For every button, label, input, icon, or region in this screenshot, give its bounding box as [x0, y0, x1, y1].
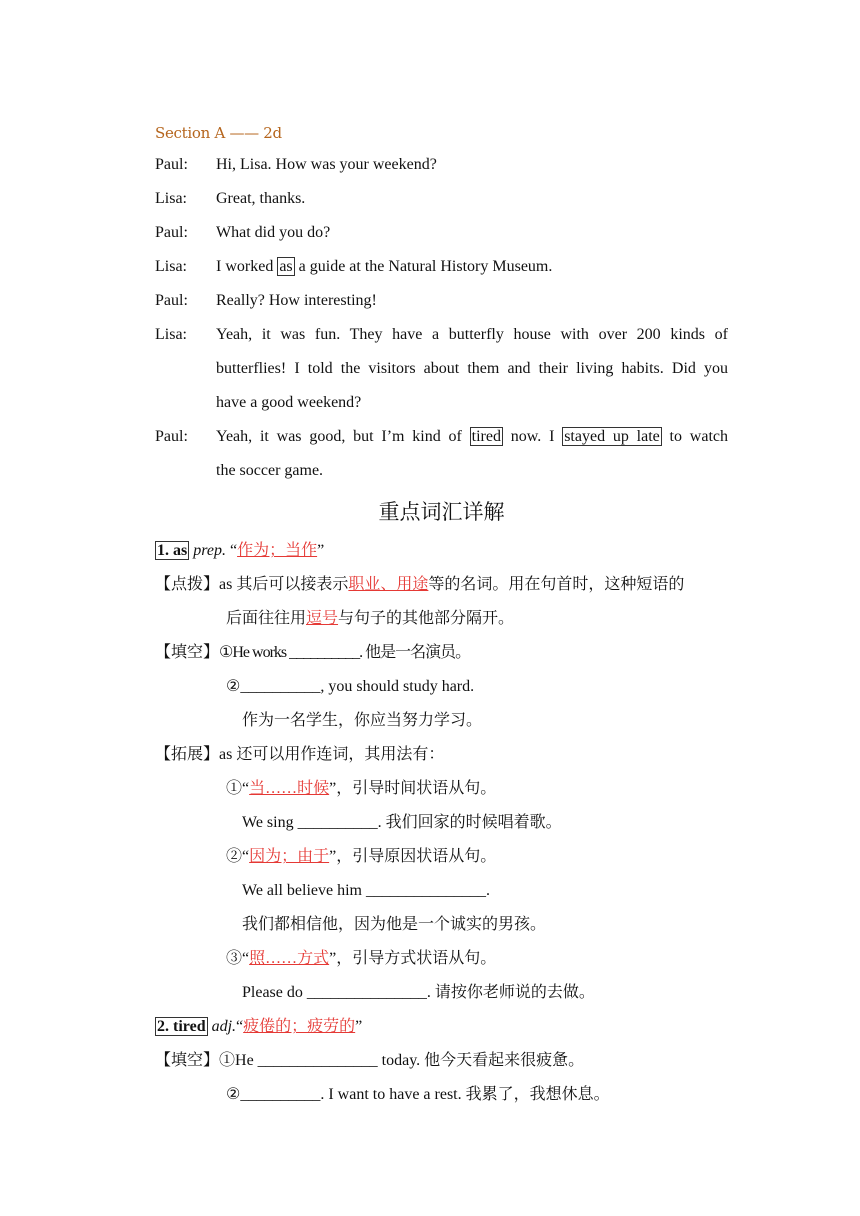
text-segment: I worked	[216, 258, 278, 275]
boxed-word-tired: tired	[471, 428, 501, 445]
tip-line	[155, 568, 728, 602]
text-segment: ”，引导方式状语从句。	[329, 950, 497, 967]
dialogue-text: Really? How interesting!	[216, 292, 377, 309]
boxed-word-as: as	[279, 258, 293, 275]
speaker: Lisa:	[155, 190, 187, 207]
quote-open: “	[229, 542, 238, 559]
fill-exercise-2: ②__________, you should study hard.	[226, 678, 475, 695]
fill-label: 【填空】	[155, 644, 220, 661]
highlight: 逗号	[306, 610, 339, 627]
tip-line-continued	[155, 602, 728, 636]
dialogue-line-5	[155, 284, 728, 318]
ext-intro: as 还可以用作连词，其用法有：	[219, 746, 445, 763]
speaker: Paul:	[155, 224, 188, 241]
text-segment: 后面往往用	[226, 610, 307, 627]
term-header-tired	[155, 1010, 728, 1044]
highlight: 当……时候	[249, 780, 330, 797]
dialogue-text: Yeah, it was fun. They have a butterfly house with over 200 kinds of	[216, 326, 728, 343]
fill-exercise-2: ②__________. I want to have a rest. 我累了，我想休息。	[226, 1086, 610, 1103]
term-label: 2. tired	[157, 1018, 206, 1035]
text-segment: 与句子的其他部分隔开。	[338, 610, 515, 627]
fill-line	[155, 636, 728, 670]
quote-close: ”	[317, 542, 325, 559]
text-segment: a guide at the Natural History Museum.	[294, 258, 553, 275]
section-title: Section A —— 2d	[155, 124, 282, 142]
fill-exercise-1: ①He works __________. 他是一名演员。	[219, 644, 471, 661]
dialogue-continuation	[155, 454, 728, 488]
dialogue-text	[216, 250, 728, 284]
text-segment: ”，引导原因状语从句。	[329, 848, 497, 865]
term-label: 1. as	[157, 542, 188, 559]
tip-label: 【点拨】	[155, 576, 220, 593]
dialogue-text: have a good weekend?	[216, 394, 362, 411]
ext-usage-2	[155, 840, 728, 874]
text-segment: Yeah, it was good, but I’m kind of	[216, 428, 470, 445]
speaker: Paul:	[155, 156, 188, 173]
ext-usage-3	[155, 942, 728, 976]
term-meaning: 疲倦的；疲劳的	[243, 1018, 356, 1035]
fill-exercise-1: ①He _______________ today. 他今天看起来很疲惫。	[219, 1052, 585, 1069]
fill-translation: 作为一名学生，你应当努力学习。	[242, 712, 483, 729]
fill-line	[155, 1044, 728, 1078]
text-segment: ③“	[226, 950, 250, 967]
dialogue-line-1	[155, 148, 728, 182]
speaker: Lisa:	[155, 326, 187, 343]
text-segment: 等的名词。用在句首时，这种短语的	[428, 576, 685, 593]
text-segment: ①“	[226, 780, 250, 797]
ext-example-1: We sing __________. 我们回家的时候唱着歌。	[242, 814, 562, 831]
vocab-heading: 重点词汇详解	[378, 500, 505, 524]
text-segment: ②“	[226, 848, 250, 865]
highlight: 因为；由于	[249, 848, 330, 865]
dialogue-line-7	[155, 420, 728, 454]
dialogue-continuation	[155, 386, 728, 420]
quote-close: ”	[355, 1018, 363, 1035]
highlight: 照……方式	[249, 950, 330, 967]
part-of-speech: adj.	[211, 1018, 237, 1035]
boxed-phrase-stayed-up-late: stayed up late	[564, 428, 660, 445]
ext-example-3: Please do _______________. 请按你老师说的去做。	[242, 984, 595, 1001]
term-header-as	[155, 534, 728, 568]
fill-label: 【填空】	[155, 1052, 220, 1069]
ext-translation-2: 我们都相信他，因为他是一个诚实的男孩。	[242, 916, 547, 933]
text-segment: now. I	[502, 428, 563, 445]
dialogue-line-4	[155, 250, 728, 284]
text-segment: to watch	[661, 428, 728, 445]
quote-open: “	[236, 1018, 244, 1035]
dialogue-text: What did you do?	[216, 224, 331, 241]
dialogue-continuation	[155, 352, 728, 386]
ext-example-2: We all believe him _______________.	[242, 882, 490, 899]
ext-usage-1	[155, 772, 728, 806]
dialogue-line-2	[155, 182, 728, 216]
document-page	[155, 118, 728, 1112]
dialogue-text	[216, 420, 728, 454]
highlight: 职业、用途	[348, 576, 429, 593]
ext-label: 【拓展】	[155, 746, 220, 763]
dialogue-text: the soccer game.	[216, 462, 324, 479]
text-segment: as 其后可以接表示	[219, 576, 349, 593]
dialogue-line-3	[155, 216, 728, 250]
dialogue-line-6	[155, 318, 728, 352]
speaker: Lisa:	[155, 258, 187, 275]
term-meaning: 作为；当作	[237, 542, 318, 559]
part-of-speech: prep.	[193, 542, 226, 559]
extension-line	[155, 738, 728, 772]
dialogue-text: Great, thanks.	[216, 190, 306, 207]
speaker: Paul:	[155, 428, 188, 445]
text-segment: ”，引导时间状语从句。	[329, 780, 497, 797]
dialogue-text: Hi, Lisa. How was your weekend?	[216, 156, 437, 173]
speaker: Paul:	[155, 292, 188, 309]
dialogue-text: butterflies! I told the visitors about them and their living habits. Did you	[216, 360, 728, 377]
